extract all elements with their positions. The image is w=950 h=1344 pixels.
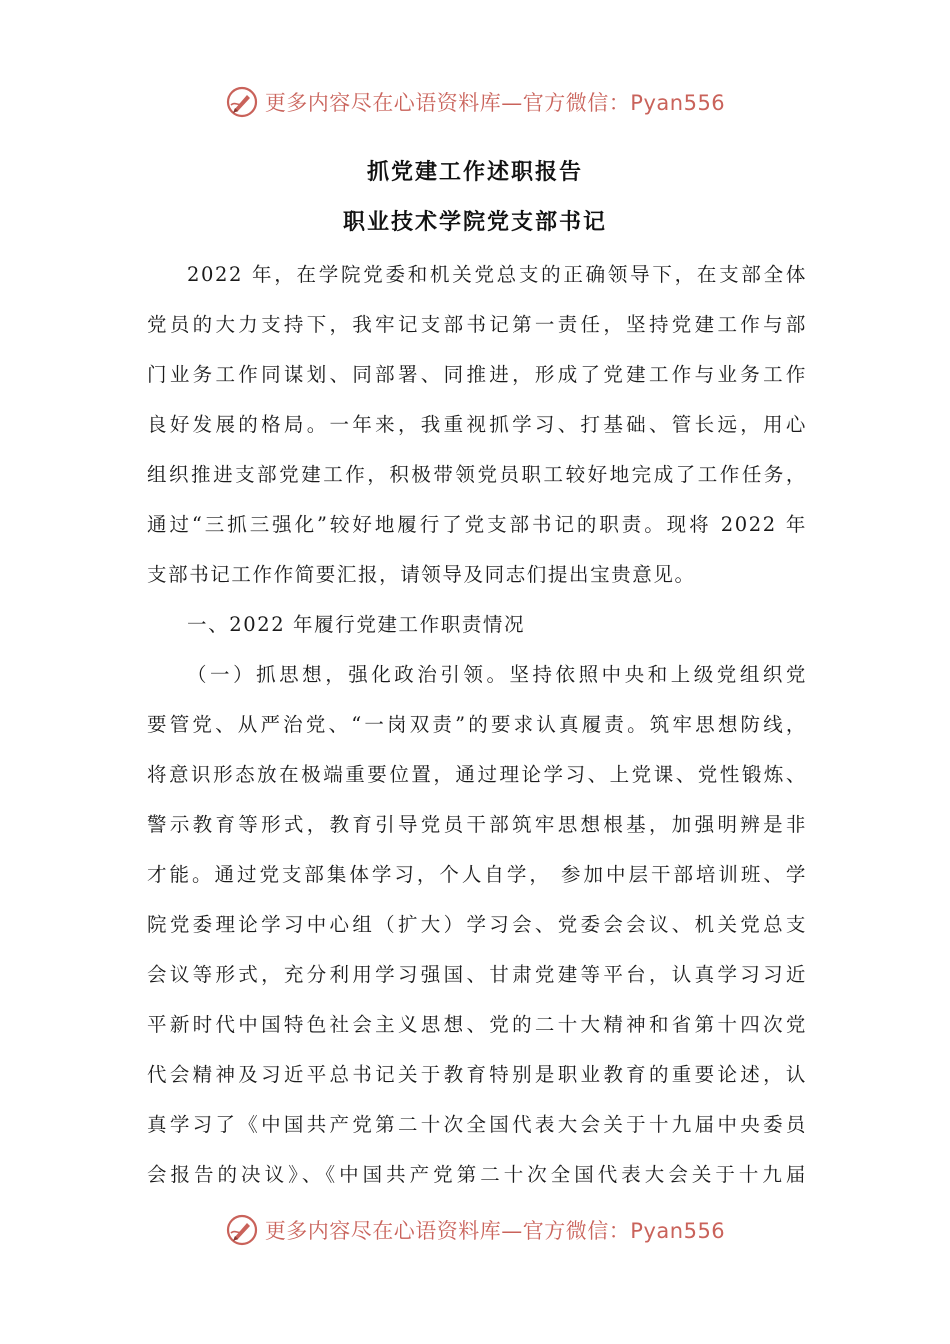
body-line: 良好发展的格局。一年来，我重视抓学习、打基础、管长远，用心 <box>147 413 807 436</box>
watermark-text: 更多内容尽在心语资料库—官方微信：Pyan556 <box>264 1219 726 1243</box>
body-line: 要管党、从严治党、“一岗双责”的要求认真履责。筑牢思想防线， <box>147 713 807 736</box>
body-line: 真学习了《中国共产党第二十次全国代表大会关于十九届中央委员 <box>147 1113 807 1136</box>
body-line: 组织推进支部党建工作，积极带领党员职工较好地完成了工作任务， <box>147 463 807 486</box>
document-title: 抓党建工作述职报告 <box>366 159 583 185</box>
document-body <box>147 250 807 1200</box>
body-line: 院党委理论学习中心组（扩大）学习会、党委会会议、机关党总支 <box>147 913 807 936</box>
pen-logo-icon <box>225 85 259 119</box>
body-line: 才能。通过党支部集体学习，个人自学， 参加中层干部培训班、学 <box>147 863 807 886</box>
section-heading: 一、2022 年履行党建工作职责情况 <box>187 613 526 636</box>
body-line: （一）抓思想，强化政治引领。坚持依照中央和上级党组织党 <box>187 663 807 686</box>
body-line: 平新时代中国特色社会主义思想、党的二十大精神和省第十四次党 <box>147 1013 807 1036</box>
watermark-banner-top <box>0 82 950 122</box>
body-line: 支部书记工作作简要汇报，请领导及同志们提出宝贵意见。 <box>147 563 696 586</box>
pen-logo-icon <box>225 1213 259 1247</box>
body-line: 会报告的决议》、《中国共产党第二十次全国代表大会关于十九届 <box>147 1163 807 1186</box>
body-line: 党员的大力支持下，我牢记支部书记第一责任，坚持党建工作与部 <box>147 313 807 336</box>
document-subtitle: 职业技术学院党支部书记 <box>342 209 607 235</box>
body-line: 将意识形态放在极端重要位置，通过理论学习、上党课、党性锻炼、 <box>147 763 807 786</box>
body-line: 会议等形式，充分利用学习强国、甘肃党建等平台，认真学习习近 <box>147 963 807 986</box>
body-line: 门业务工作同谋划、同部署、同推进，形成了党建工作与业务工作 <box>147 363 807 386</box>
body-line: 2022 年，在学院党委和机关党总支的正确领导下，在支部全体 <box>187 263 807 286</box>
body-line: 警示教育等形式，教育引导党员干部筑牢思想根基，加强明辨是非 <box>147 813 807 836</box>
watermark-banner-bottom <box>0 1210 950 1250</box>
body-line: 代会精神及习近平总书记关于教育特别是职业教育的重要论述，认 <box>147 1063 807 1086</box>
body-line: 通过“三抓三强化”较好地履行了党支部书记的职责。现将 2022 年 <box>147 513 807 536</box>
watermark-text: 更多内容尽在心语资料库—官方微信：Pyan556 <box>264 91 726 115</box>
